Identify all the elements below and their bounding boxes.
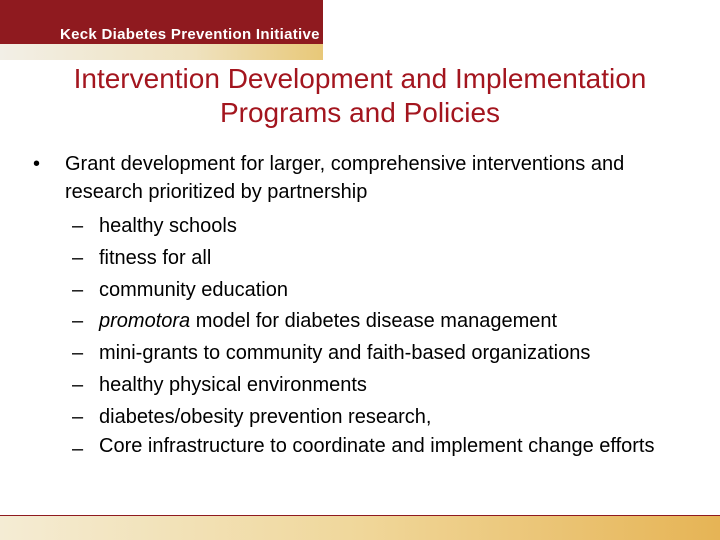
footer-band (0, 516, 720, 540)
list-item-text: healthy schools (99, 215, 237, 237)
list-item-text: Core infrastructure to coordinate and implement change efforts (99, 434, 655, 457)
list-item-text: fitness for all (99, 246, 212, 269)
list-item-text: mini-grants to community and faith-based organizations (99, 342, 591, 365)
banner-title: Keck Diabetes Prevention Initiative (60, 26, 320, 43)
main-bullet-text: Grant development for larger, comprehensive interventions and research prioritized by partnership (65, 153, 625, 203)
list-item-text (99, 310, 557, 332)
dash-marker: – (72, 310, 84, 333)
list-item-text-rest: model for diabetes disease management (190, 310, 558, 333)
dash-marker: – (72, 215, 84, 237)
list-item (72, 306, 692, 338)
slide-title (0, 62, 720, 130)
title-line-1: Intervention Development and Implementation (73, 63, 647, 94)
title-line-2: Programs and Policies (219, 97, 501, 128)
list-item (72, 402, 692, 434)
list-item-text: healthy physical environments (99, 373, 367, 396)
list-item (72, 338, 692, 370)
list-item (72, 434, 692, 458)
bullet-marker: • (33, 153, 41, 175)
dash-marker: – (72, 278, 84, 301)
dash-marker: – (72, 342, 84, 365)
dash-marker: – (72, 405, 84, 428)
sub-list (72, 211, 692, 458)
list-item (72, 275, 692, 307)
dash-marker: – (72, 437, 84, 460)
list-item (72, 211, 692, 243)
header-banner-fade (0, 44, 323, 60)
list-item (72, 243, 692, 275)
dash-marker: – (72, 246, 84, 269)
list-item (72, 370, 692, 402)
italic-term: promotora (99, 310, 191, 333)
list-item-text: community education (99, 278, 288, 301)
list-item-text: diabetes/obesity prevention research, (99, 405, 432, 428)
dash-marker: – (72, 373, 84, 396)
